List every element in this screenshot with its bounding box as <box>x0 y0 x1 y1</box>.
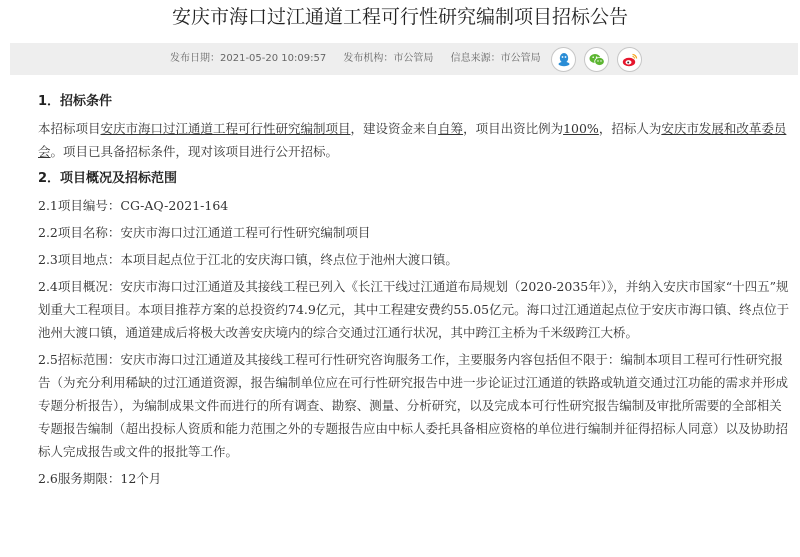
share-wechat-button[interactable] <box>584 47 609 72</box>
meta-bar <box>10 43 798 75</box>
info-source: 信息来源：市公管局 <box>450 53 541 64</box>
fund-ratio: 100% <box>563 121 599 136</box>
section-1-text <box>38 117 790 163</box>
item-2-3: 2.3项目地点：本项目起点位于江北的安庆海口镇，终点位于池州大渡口镇。 <box>38 252 458 267</box>
wechat-icon <box>589 53 605 67</box>
page-title: 安庆市海口过江通道工程可行性研究编制项目招标公告 <box>171 6 628 28</box>
section-heading-1: 1．招标条件 <box>38 94 113 109</box>
publisher: 发布机构：市公管局 <box>343 53 434 64</box>
item-2-2: 2.2项目名称：安庆市海口过江通道工程可行性研究编制项目 <box>38 225 371 240</box>
item-2-6: 2.6服务期限：12个月 <box>38 471 162 486</box>
section-heading-2: 2．项目概况及招标范围 <box>38 171 178 186</box>
s1-text-b: ，建设资金来自 <box>350 121 439 136</box>
announcement-body <box>38 90 790 494</box>
share-weibo-button[interactable] <box>617 47 642 72</box>
s1-text-c: ，项目出资比例为 <box>463 121 564 136</box>
fund-source: 自筹 <box>438 121 464 136</box>
item-2-1: 2.1项目编号：CG-AQ-2021-164 <box>38 198 229 213</box>
item-2-4: 2.4项目概况：安庆市海口过江通道及其接线工程已列入《长江干线过江通道布局规划（2020-2035年）》，并纳入安庆市国家“十四五”规划重大工程项目。本项目推荐方案的总投资约74.9亿元，其中工程建安费约55.05亿元。海口过江通道起点位于安庆市海口镇、终点位于池州大渡口镇，通道建成后将极大改善安庆境内的综合交通过江通行状况，其中跨江主桥为千米级跨江大桥。 <box>38 279 790 340</box>
project-name: 安庆市海口过江通道工程可行性研究编制项目 <box>100 121 351 136</box>
s1-text-e: 。项目已具备招标条件，现对该项目进行公开招标。 <box>50 144 339 159</box>
s1-text-a: 本招标项目 <box>38 121 101 136</box>
tenderer: 安庆市发展和改革委员会 <box>38 121 787 159</box>
publish-date: 发布日期：2021-05-20 10:09:57 <box>170 53 327 64</box>
item-2-5: 2.5招标范围：安庆市海口过江通道及其接线工程可行性研究咨询服务工作，主要服务内容包括但不限于：编制本项目工程可行性研究报告（为充分利用稀缺的过江通道资源，报告编制单位应在可行性研究报告中进一步论证过江通道的铁路或轨道交通过江功能的需求并形成专题分析报告），为编制成果文件而进行的所有调查、勘察、测量、分析研究，以及完成本可行性研究报告编制及审批所需要的全部相关专题报告编制（超出投标人资质和能力范围之外的专题报告应由中标人委托具备相应资格的单位进行编制并征得招标人同意）以及协助招标人完成报告或文件的报批等工作。 <box>38 352 789 459</box>
share-qq-button[interactable] <box>551 47 576 72</box>
meta-info <box>170 52 555 66</box>
qq-icon <box>557 52 571 67</box>
s1-text-d: ，招标人为 <box>598 121 662 136</box>
weibo-icon <box>622 53 638 67</box>
